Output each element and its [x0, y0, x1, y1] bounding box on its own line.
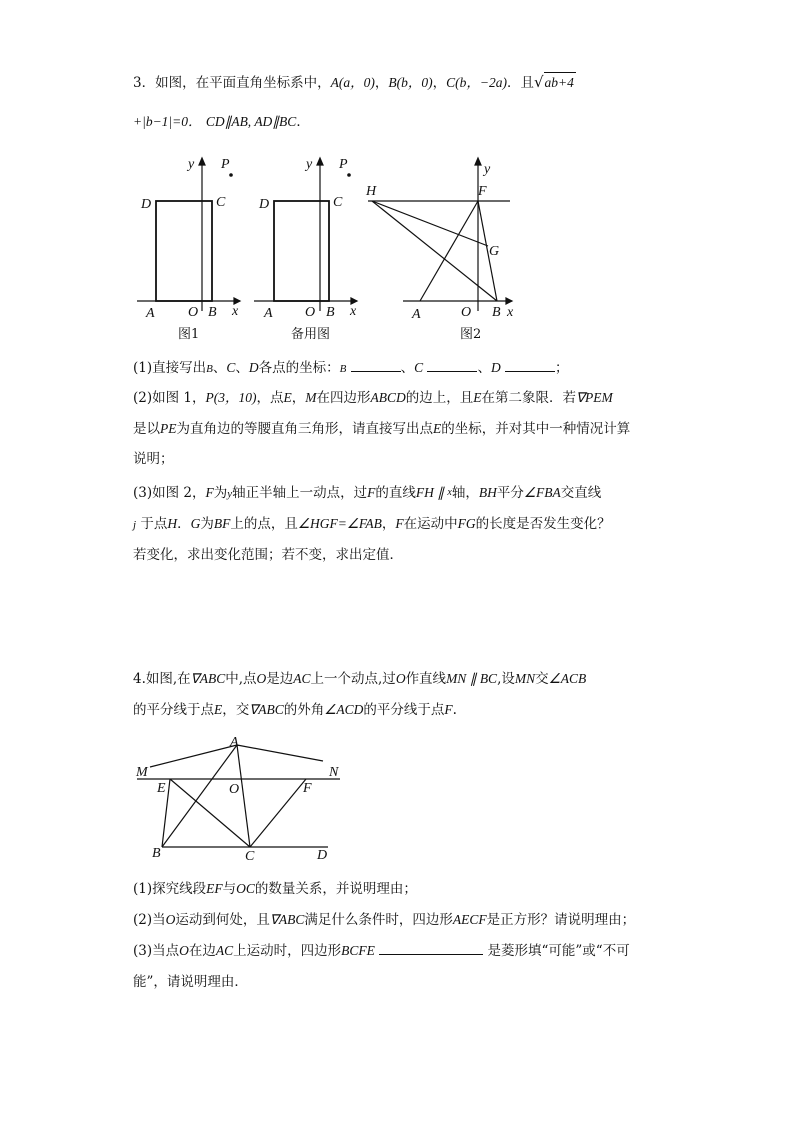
q3-part2-line2: [133, 419, 630, 439]
q3-intro: 3．如图，在平面直角坐标系中，: [133, 75, 331, 91]
q4fig-F: F: [303, 781, 312, 796]
text: B: [339, 363, 347, 375]
text: O: [256, 671, 267, 686]
q4-part3-line2: 能”，请说明理由．: [133, 974, 248, 990]
text: 的外角: [283, 702, 325, 718]
text: ．: [177, 516, 191, 532]
q4fig-A: A: [230, 735, 239, 750]
q3-part3-line3: 若变化，求出变化范围；若不变，求出定值．: [133, 547, 403, 563]
text: (1)直接写出: [133, 360, 207, 376]
text: 在第二象限．若: [481, 390, 577, 406]
text: AC: [215, 943, 234, 958]
q3-point-b: B(b，0): [388, 75, 433, 90]
text: M: [305, 390, 317, 405]
text: (2)如图 1，: [133, 390, 206, 406]
text: ∇ABC: [190, 671, 226, 686]
q3-line1: [133, 72, 576, 93]
text: OC: [236, 881, 255, 896]
fig1-D: D: [141, 197, 152, 212]
text: 满足什么条件时，四边形: [304, 912, 453, 928]
q4fig-M: M: [136, 765, 148, 780]
q3-period: ．: [296, 114, 310, 130]
text: BCFE: [341, 943, 375, 958]
q4fig-D: D: [317, 848, 328, 863]
text: 上的点，且: [230, 516, 298, 532]
text: AECF: [452, 912, 487, 927]
q4-part1: [133, 879, 417, 899]
text: 的坐标，并对其中一种情况计算: [441, 421, 631, 437]
text: 上运动时，四边形: [233, 943, 342, 959]
q4-figure: [0, 730, 794, 870]
text: ；: [555, 360, 569, 376]
text: ，: [291, 390, 306, 406]
fig1-B: B: [208, 305, 217, 320]
text: P(3，10): [205, 390, 257, 405]
q4fig-E: E: [157, 781, 166, 796]
fig2-y: y: [484, 162, 491, 177]
q3-parallel: CD∥AB, AD∥BC: [205, 114, 297, 129]
figb-B: B: [326, 305, 335, 320]
text: 的直线: [375, 485, 416, 501]
q3-sep: ，: [432, 75, 447, 91]
figb-D: D: [259, 197, 270, 212]
q3-and: ．且: [506, 75, 534, 91]
figure-1: [137, 158, 240, 311]
text: BH: [478, 485, 497, 500]
text: ∠ACD: [324, 702, 364, 717]
text: 轴，: [451, 485, 479, 501]
text: E: [433, 421, 442, 436]
sqrt-sign: √: [533, 73, 544, 91]
text: 的数量关系，并说明理由；: [254, 881, 417, 897]
text: 上一个动点,过: [310, 671, 396, 687]
text: D: [490, 360, 501, 375]
text: 为: [213, 485, 228, 501]
figb-C: C: [333, 195, 343, 210]
text: (2)当: [133, 912, 166, 928]
text: ，: [381, 516, 396, 532]
text: 、: [400, 360, 415, 376]
text: EF: [206, 881, 223, 896]
q3-point-c: C(b，−2a): [446, 75, 507, 90]
fig1-x: x: [232, 304, 239, 319]
fig1-A: A: [146, 306, 155, 321]
q3-part1: [133, 357, 569, 379]
q3-line2: [133, 112, 310, 132]
text: FH ∥: [415, 485, 448, 500]
answer-blank-rhombus[interactable]: [379, 940, 483, 955]
text: (1)探究线段: [133, 881, 207, 897]
text: F: [367, 485, 376, 500]
caption-fig1: 图1: [178, 327, 200, 342]
q4-line1: [133, 669, 586, 689]
q4fig-B: B: [152, 846, 161, 861]
fig2-O: O: [461, 305, 472, 320]
text: MN ∥ BC: [446, 671, 498, 686]
text: 在边: [188, 943, 216, 959]
text: AC: [293, 671, 311, 686]
text: 作直线: [405, 671, 447, 687]
text: 的边上，且: [405, 390, 474, 406]
q3-part2-line3: 说明；: [133, 451, 174, 467]
text: D: [248, 360, 259, 375]
answer-blank-b[interactable]: [351, 357, 401, 372]
figb-y: y: [306, 157, 313, 172]
text: ∠HGF=∠FAB: [297, 516, 382, 531]
text: 为直角边的等腰直角三角形，请直接写出点: [176, 421, 433, 437]
text: 于点: [140, 516, 168, 532]
figure-2: [368, 158, 512, 311]
text: ∠ACB: [548, 671, 587, 686]
text: B: [206, 363, 213, 375]
text: MN: [514, 671, 536, 686]
q4fig-C: C: [245, 849, 255, 864]
text: H: [167, 516, 178, 531]
text: 、: [477, 360, 491, 376]
q3-point-a: A(a，0): [330, 75, 375, 90]
text: 在运动中: [403, 516, 458, 532]
text: ,设: [497, 671, 515, 687]
fig1-C: C: [216, 195, 226, 210]
text: ，点: [256, 390, 284, 406]
caption-fig2: 图2: [460, 327, 482, 342]
text: O: [165, 912, 176, 927]
text: FG: [457, 516, 476, 531]
text: (3)如图 2，: [133, 485, 206, 501]
text: E: [283, 390, 292, 405]
fig1-y: y: [188, 157, 195, 172]
fig1-O: O: [188, 305, 199, 320]
text: C: [414, 360, 424, 375]
text: .: [452, 702, 457, 718]
text: PE: [160, 421, 177, 436]
text: j: [133, 519, 137, 531]
text: 的平分线于点: [363, 702, 445, 718]
fig2-A: A: [412, 307, 421, 322]
fig2-H: H: [366, 184, 377, 199]
answer-blank-c[interactable]: [427, 357, 477, 372]
fig2-B: B: [492, 305, 501, 320]
text: 交直线: [560, 485, 602, 501]
text: 是菱形填“可能”或“不可: [487, 943, 630, 959]
answer-blank-d[interactable]: [505, 357, 555, 372]
text: 各点的坐标：: [258, 360, 340, 376]
text: ∇ABC: [269, 912, 305, 927]
q3-part2-line1: [133, 388, 613, 408]
text: O: [179, 943, 189, 958]
text: C: [226, 360, 236, 375]
text: ∠FBA: [523, 485, 561, 500]
fig1-P: P: [221, 157, 230, 172]
q4-part2: [133, 910, 635, 930]
text: 运动到何处，且: [175, 912, 270, 928]
text: F: [444, 702, 453, 717]
fig2-x: x: [507, 305, 514, 320]
q3-figures: [0, 148, 794, 348]
figure-backup: [254, 158, 357, 311]
caption-backup: 备用图: [291, 327, 331, 342]
text: 交: [535, 671, 549, 687]
text: F: [395, 516, 404, 531]
text: 是正方形？请说明理由；: [486, 912, 636, 928]
text: 平分: [496, 485, 524, 501]
text: O: [395, 671, 406, 686]
text: y: [227, 488, 233, 500]
text: ∇ABC: [249, 702, 284, 717]
figb-A: A: [264, 306, 273, 321]
text: 4.如图,在: [133, 671, 191, 687]
text: F: [205, 485, 214, 500]
text: BF: [213, 516, 231, 531]
text: G: [190, 516, 201, 531]
text: 为: [200, 516, 214, 532]
text: 轴正半轴上一动点，过: [232, 485, 368, 501]
q4fig-O: O: [229, 782, 240, 797]
text: 是以: [133, 421, 160, 437]
q3-part3-line2: [133, 514, 611, 535]
figb-x: x: [350, 304, 357, 319]
text: 是边: [266, 671, 294, 687]
text: ∇PEM: [576, 390, 613, 405]
q4fig-N: N: [329, 765, 339, 780]
fig2-G: G: [489, 244, 500, 259]
q3-abs-expr: +|b−1|=0．: [133, 114, 202, 129]
q3-sqrt-expr: ab+4: [544, 72, 576, 93]
q4-part3-line1: [133, 940, 630, 961]
text: E: [214, 702, 223, 717]
text: 在四边形: [316, 390, 371, 406]
text: 的平分线于点: [133, 702, 214, 718]
text: 、: [235, 360, 249, 376]
text: ABCD: [370, 390, 406, 405]
figb-P: P: [339, 157, 348, 172]
fig2-F: F: [478, 184, 487, 199]
text: 、: [212, 360, 227, 376]
figb-O: O: [305, 305, 316, 320]
text: 与: [222, 881, 237, 897]
text: (3)当点: [133, 943, 180, 959]
text: x: [447, 487, 452, 498]
text: ，交: [222, 702, 250, 718]
q3-sep: ，: [374, 75, 389, 91]
text: 中,点: [225, 671, 257, 687]
q4-line2: [133, 700, 457, 720]
q3-part3-line1: [133, 483, 601, 504]
text: 的长度是否发生变化？: [475, 516, 611, 532]
text: E: [473, 390, 482, 405]
